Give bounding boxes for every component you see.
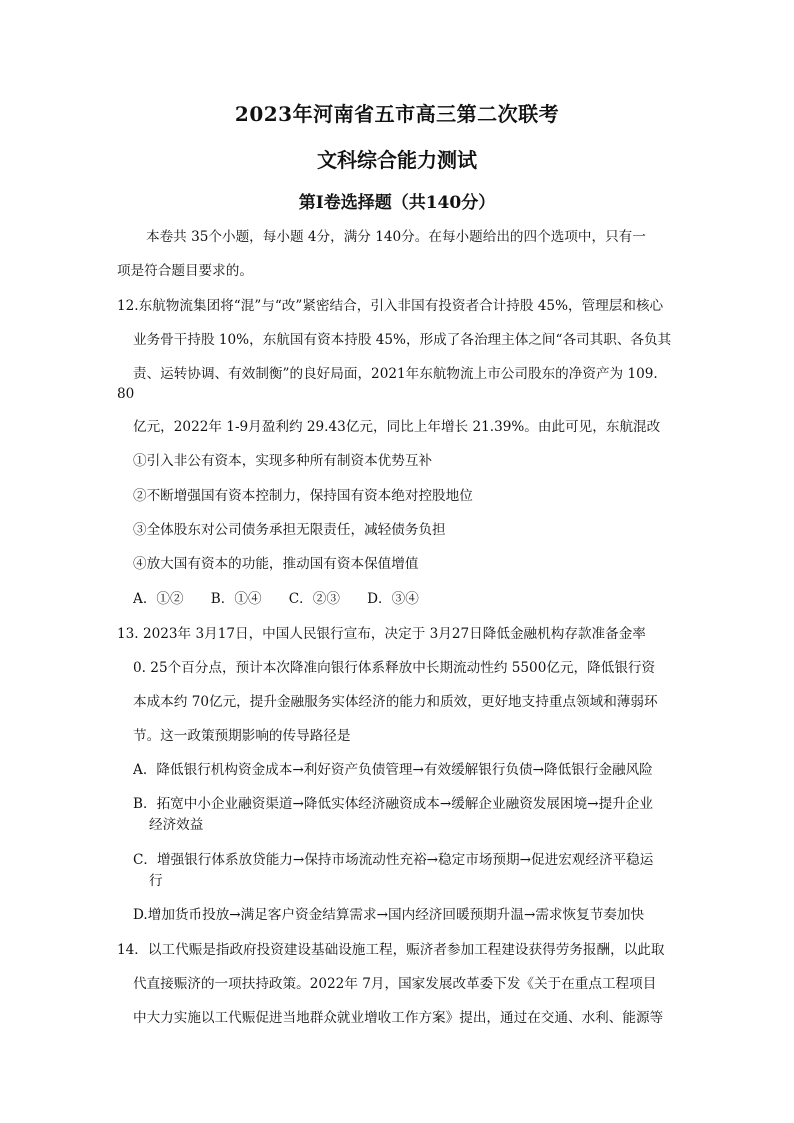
q13-stem-line: 本成本约 70亿元，提升金融服务实体经济的能力和质效，更好地支持重点领域和薄弱环 — [133, 694, 658, 710]
q12-item: ①引入非公有资本，实现多种所有制资本优势互补 — [133, 453, 433, 469]
q13-option: A．降低银行机构资金成本→利好资产负债管理→有效缓解银行负债→降低银行金融风险 — [133, 762, 653, 778]
q13-option: B．拓宽中小企业融资渠道→降低实体经济融资成本→缓解企业融资发展困境→提升企业 — [133, 796, 653, 812]
exam-title: 2023年河南省五市高三第二次联考 — [234, 102, 560, 126]
q13-option: D.增加货币投放→满足客户资金结算需求→国内经济回暖预期升温→需求恢复节奏加快 — [133, 907, 645, 923]
q13-stem-line: 0. 25个百分点，预计本次降准向银行体系释放中长期流动性约 5500亿元，降低银行资 — [133, 660, 656, 676]
q12-stem-line: 责、运转协调、有效制衡”的良好局面，2021年东航物流上市公司股东的净资产为 109. — [133, 366, 658, 382]
q12-item: ④放大国有资本的功能，推动国有资本保值增值 — [133, 556, 419, 572]
q13-option-cont: 行 — [149, 873, 163, 889]
q12-stem-line: 12.东航物流集团将“混”与“改”紧密结合，引入非国有投资者合计持股 45%，管理层和核心 — [117, 298, 664, 314]
q12-stem-line: 80 — [117, 386, 135, 402]
q12-stem-line: 业务骨干持股 10%，东航国有资本持股 45%，形成了各治理主体之间“各司其职、各负其 — [133, 332, 672, 348]
intro-line: 项是符合题目要求的。 — [117, 263, 253, 279]
section-heading: 第Ⅰ卷选择题（共140分） — [298, 193, 496, 213]
q12-stem-line: 亿元，2022年 1-9月盈利约 29.43亿元，同比上年增长 21.39%。由此可见，东航混改 — [133, 419, 661, 435]
q12-options: A．①② B．①④ C．②③ D．③④ — [133, 591, 419, 607]
intro-line: 本卷共 35个小题，每小题 4分，满分 140分。在每小题给出的四个选项中，只有一 — [146, 229, 646, 245]
q12-item: ③全体股东对公司债务承担无限责任，减轻债务负担 — [133, 522, 446, 538]
exam-subject: 文科综合能力测试 — [317, 148, 477, 172]
q14-stem-line: 代直接赈济的一项扶持政策。2022年 7月，国家发展改革委下发《关于在重点工程项目 — [133, 976, 657, 992]
q13-stem-line: 节。这一政策预期影响的传导路径是 — [133, 728, 351, 744]
q14-stem-line: 14．以工代赈是指政府投资建设基础设施工程，赈济者参加工程建设获得劳务报酬，以此取 — [117, 942, 665, 958]
q14-stem-line: 中大力实施以工代赈促进当地群众就业增收工作方案》提出，通过在交通、水利、能源等 — [133, 1010, 664, 1026]
q13-option-cont: 经济效益 — [149, 817, 204, 833]
q13-option: C．增强银行体系放贷能力→保持市场流动性充裕→稳定市场预期→促进宏观经济平稳运 — [133, 852, 654, 868]
q13-stem-line: 13. 2023年 3月17日，中国人民银行宣布，决定于 3月27日降低金融机构存款准备金率 — [117, 626, 646, 642]
q12-item: ②不断增强国有资本控制力，保持国有资本绝对控股地位 — [133, 488, 473, 504]
